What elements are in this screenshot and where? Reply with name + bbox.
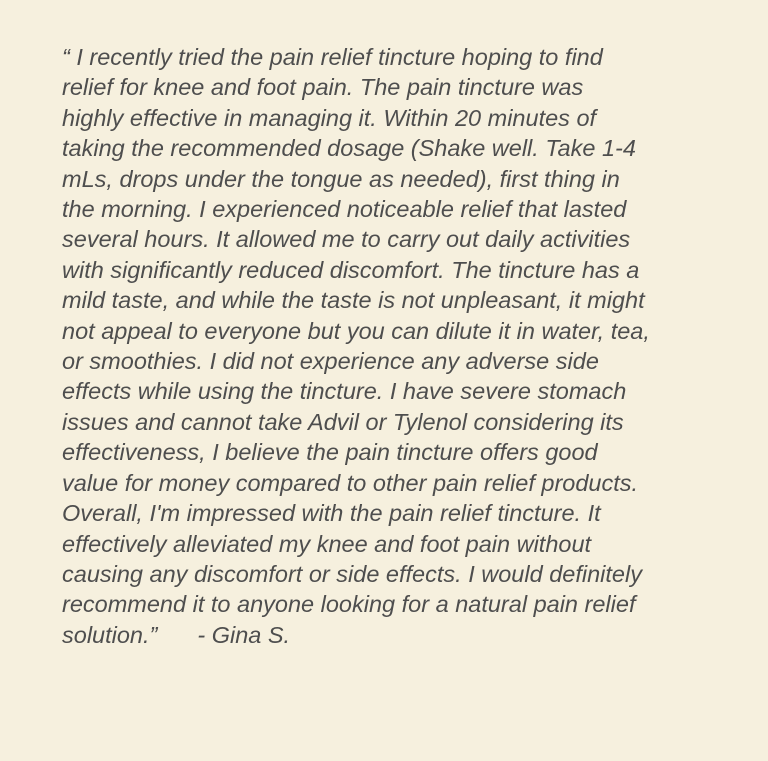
testimonial-line: effectiveness, I believe the pain tincture offers good <box>62 439 598 466</box>
testimonial-line: with significantly reduced discomfort. The tincture has a <box>62 256 640 283</box>
testimonial-line: or smoothies. I did not experience any adverse side <box>62 348 599 375</box>
testimonial-line: relief for knee and foot pain. The pain tincture was <box>62 74 584 101</box>
testimonial-line: effects while using the tincture. I have severe stomach <box>62 378 627 405</box>
testimonial-line: recommend it to anyone looking for a natural pain relief <box>62 591 636 618</box>
testimonial-line: mLs, drops under the tongue as needed), first thing in <box>62 165 620 192</box>
testimonial-line: Overall, I'm impressed with the pain relief tincture. It <box>62 500 601 527</box>
testimonial-line: taking the recommended dosage (Shake well. Take 1-4 <box>62 135 636 162</box>
testimonial-line: issues and cannot take Advil or Tylenol considering its <box>62 408 624 435</box>
testimonial-line: causing any discomfort or side effects. I would definitely <box>62 560 642 587</box>
testimonial-line: mild taste, and while the taste is not unpleasant, it might <box>62 287 645 314</box>
testimonial-line: not appeal to everyone but you can dilute it in water, tea, <box>62 317 650 344</box>
testimonial-line: several hours. It allowed me to carry out daily activities <box>62 226 631 253</box>
testimonial-author: - Gina S. <box>197 621 291 648</box>
testimonial-quote <box>62 42 742 650</box>
testimonial-closing-text: solution.” <box>62 621 158 648</box>
testimonial-line: “ I recently tried the pain relief tincture hoping to find <box>62 44 603 70</box>
testimonial-line: highly effective in managing it. Within 20 minutes of <box>62 104 597 131</box>
testimonial-last-line <box>62 620 742 650</box>
testimonial-line: effectively alleviated my knee and foot pain without <box>62 530 592 557</box>
testimonial-line: value for money compared to other pain relief products. <box>62 469 639 496</box>
testimonial-line: the morning. I experienced noticeable relief that lasted <box>62 196 627 223</box>
